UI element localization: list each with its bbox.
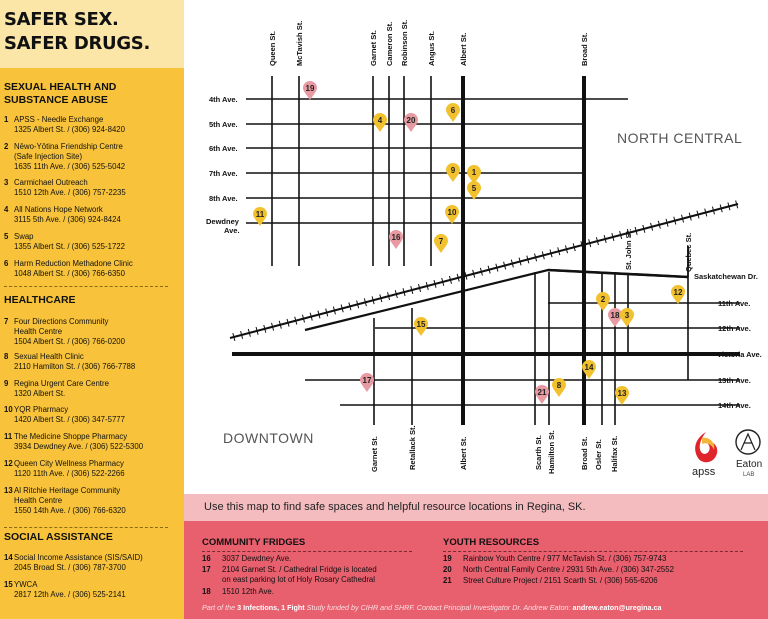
item-text — [14, 205, 180, 225]
avenue-label: 13th Ave. — [718, 376, 751, 385]
contact-email[interactable]: andrew.eaton@uregina.ca — [572, 603, 662, 612]
item-title: 3037 Dewdney Ave. — [222, 554, 292, 563]
item-text — [14, 580, 180, 600]
item-text — [14, 142, 180, 172]
item-title: Regina Urgent Care Centre — [14, 379, 109, 388]
divider — [4, 286, 168, 287]
map-pin-21[interactable] — [535, 385, 549, 404]
pin-number: 11 — [255, 210, 265, 219]
map-pin-20[interactable] — [404, 113, 418, 132]
item-number: 16 — [202, 554, 211, 563]
avenue-label: 11th Ave. — [718, 299, 751, 308]
item-title: North Central Family Centre / 2931 5th Ave. / (306) 347-2552 — [463, 565, 674, 574]
banner-text: Use this map to find safe spaces and helpful resource locations in Regina, SK. — [204, 501, 586, 513]
item-text — [14, 115, 180, 135]
study-name: 3 Infections, 1 Fight — [237, 603, 305, 612]
item-number: 21 — [443, 576, 452, 585]
section-heading-healthcare: HEALTHCARE — [4, 294, 76, 306]
resource-item — [4, 379, 182, 399]
item-text — [14, 405, 180, 425]
item-title: YQR Pharmacy — [14, 405, 69, 414]
item-number: 7 — [4, 317, 9, 326]
divider — [202, 551, 412, 552]
street-map — [184, 0, 768, 490]
pin-number: 13 — [617, 389, 627, 398]
resource-item — [4, 459, 182, 479]
item-detail: 1550 14th Ave. / (306) 766-6320 — [14, 506, 126, 515]
avenue-label: 7th Ave. — [209, 169, 238, 178]
item-text — [222, 587, 274, 597]
item-title: 2104 Garnet St. / Cathedral Fridge is located — [222, 565, 377, 574]
item-text — [14, 486, 180, 516]
item-title: Street Culture Project / 2151 Scarth St. / (306) 565-6206 — [463, 576, 658, 585]
street-label: Hamilton St. — [547, 430, 556, 474]
item-detail: 1510 12th Ave. / (306) 757-2235 — [14, 188, 126, 197]
area-label-downtown: DOWNTOWN — [223, 430, 314, 446]
map-pin-12[interactable] — [671, 285, 685, 304]
map-pin-3[interactable] — [620, 308, 634, 327]
street-label: Angus St. — [427, 31, 436, 66]
item-text — [14, 178, 180, 198]
svg-text:apss: apss — [692, 466, 716, 478]
street-label: Retallack St. — [408, 425, 417, 470]
resource-item — [4, 432, 182, 452]
map-pin-17[interactable] — [360, 373, 374, 392]
avenue-label: Victoria Ave. — [717, 350, 762, 359]
pin-number: 7 — [438, 237, 444, 246]
item-title: Al Ritchie Heritage Community — [14, 486, 121, 495]
area-label-north-central: NORTH CENTRAL — [617, 130, 743, 146]
avenue-label: 12th Ave. — [718, 324, 751, 333]
item-text — [222, 554, 291, 564]
resource-item — [4, 486, 182, 516]
resource-sidebar — [0, 0, 184, 619]
pin-number: 2 — [600, 295, 606, 304]
resource-item — [4, 205, 182, 225]
item-text — [14, 352, 180, 372]
section-heading-social: SOCIAL ASSISTANCE — [4, 531, 113, 543]
fridge-item — [202, 554, 291, 564]
item-number: 11 — [4, 432, 13, 441]
item-title: Queen City Wellness Pharmacy — [14, 459, 124, 468]
item-number: 14 — [4, 553, 13, 562]
pin-number: 14 — [584, 363, 594, 372]
heading-community-fridges: COMMUNITY FRIDGES — [202, 537, 306, 548]
item-number: 13 — [4, 486, 13, 495]
pin-number: 12 — [673, 288, 683, 297]
fridge-item — [202, 565, 377, 585]
avenue-label: 6th Ave. — [209, 144, 238, 153]
avenue-label: Saskatchewan Dr. — [694, 272, 758, 281]
footer-text: Study funded by CIHR and SHRF. Contact Principal Investigator Dr. Andrew Eaton: — [304, 603, 573, 612]
pin-number: 8 — [556, 381, 562, 390]
item-number: 19 — [443, 554, 452, 563]
item-number: 18 — [202, 587, 211, 596]
item-text — [14, 259, 180, 279]
title-block — [0, 0, 184, 68]
heading-youth-resources: YOUTH RESOURCES — [443, 537, 540, 548]
pin-number: 6 — [450, 106, 456, 115]
item-detail: 1325 Albert St. / (306) 924-8420 — [14, 125, 125, 134]
map-pin-15[interactable] — [414, 317, 428, 336]
resource-item — [4, 580, 182, 600]
streets — [232, 76, 743, 425]
item-text — [222, 565, 377, 585]
footer-credits — [202, 603, 662, 612]
pin-number: 5 — [471, 184, 477, 193]
item-text — [14, 232, 180, 252]
item-number: 17 — [202, 565, 211, 574]
item-detail: 2817 12th Ave. / (306) 525-2141 — [14, 590, 126, 599]
item-text — [463, 576, 658, 586]
map-pin-8[interactable] — [552, 378, 566, 397]
item-title: Nēwo-Yōtina Friendship Centre — [14, 142, 123, 151]
divider — [443, 551, 743, 552]
divider — [4, 527, 168, 528]
item-number: 5 — [4, 232, 9, 241]
item-number: 1 — [4, 115, 9, 124]
avenue-label: 4th Ave. — [209, 95, 238, 104]
avenue-label: 14th Ave. — [718, 401, 751, 410]
avenue-label: 5th Ave. — [209, 120, 238, 129]
item-title: The Medicine Shoppe Pharmacy — [14, 432, 128, 441]
item-detail: on east parking lot of Holy Rosary Cathedral — [222, 575, 375, 584]
resource-item — [4, 405, 182, 425]
item-title: Rainbow Youth Centre / 977 McTavish St. / (306) 757-9743 — [463, 554, 667, 563]
heading-line: SEXUAL HEALTH AND — [4, 81, 117, 93]
resource-item — [4, 115, 182, 135]
item-detail: Health Centre — [14, 496, 63, 505]
map-pin-10[interactable] — [445, 205, 459, 224]
pin-number: 21 — [537, 388, 547, 397]
street-label: St. John St. — [624, 228, 633, 270]
item-detail: 1420 Albert St. / (306) 347-5777 — [14, 415, 125, 424]
item-title: APSS - Needle Exchange — [14, 115, 104, 124]
street-labels — [206, 20, 762, 474]
item-title: Swap — [14, 232, 34, 241]
map-pin-2[interactable] — [596, 292, 610, 311]
apss-logo — [688, 428, 724, 478]
pin-number: 10 — [447, 208, 457, 217]
map-pin-4[interactable] — [373, 113, 387, 132]
pin-number: 17 — [362, 376, 372, 385]
item-detail: 3115 5th Ave. / (306) 924-8424 — [14, 215, 121, 224]
resource-item — [4, 178, 182, 198]
eaton-lab-logo — [730, 428, 766, 478]
street-label: Robinson St. — [400, 19, 409, 66]
item-title: Harm Reduction Methadone Clinic — [14, 259, 133, 268]
street-label: Albert St. — [459, 436, 468, 470]
map-pin-18[interactable] — [608, 308, 622, 327]
resource-item — [4, 259, 182, 279]
pin-number: 15 — [416, 320, 426, 329]
street-label: Osler St. — [594, 439, 603, 470]
map-pin-13[interactable] — [615, 386, 629, 405]
page-title-line2: SAFER DRUGS. — [4, 33, 151, 54]
youth-item — [443, 554, 666, 564]
street-label: Cameron St. — [385, 21, 394, 66]
item-number: 3 — [4, 178, 9, 187]
item-text — [14, 432, 180, 452]
pin-number: 16 — [391, 233, 401, 242]
item-title: Social Income Assistance (SIS/SAID) — [14, 553, 143, 562]
item-number: 2 — [4, 142, 9, 151]
item-number: 4 — [4, 205, 9, 214]
pin-number: 1 — [471, 168, 477, 177]
item-text — [463, 554, 666, 564]
item-text — [14, 317, 180, 347]
item-title: 1510 12th Ave. — [222, 587, 274, 596]
street-label: Queen St. — [268, 30, 277, 66]
bottom-resources — [184, 521, 768, 619]
pin-number: 9 — [450, 166, 456, 175]
pin-number: 4 — [377, 116, 383, 125]
page-title-line1: SAFER SEX. — [4, 9, 119, 30]
street-label: Albert St. — [459, 32, 468, 66]
map-pin-6[interactable] — [446, 103, 460, 122]
avenue-label: Dewdney — [206, 217, 239, 226]
pin-number: 19 — [305, 84, 315, 93]
railway — [230, 200, 738, 340]
fridge-item — [202, 587, 274, 597]
resource-item — [4, 317, 182, 347]
street-label: Quebec St. — [684, 232, 693, 272]
item-detail: 3934 Dewdney Ave. / (306) 522-5300 — [14, 442, 144, 451]
youth-item — [443, 576, 658, 586]
map-pin-9[interactable] — [446, 163, 460, 182]
street-label: McTavish St. — [295, 20, 304, 66]
map-pin-7[interactable] — [434, 234, 448, 253]
resource-item — [4, 232, 182, 252]
street-label: Halifax St. — [610, 435, 619, 472]
item-detail: 1120 11th Ave. / (306) 522-2266 — [14, 469, 125, 478]
item-detail: 2110 Hamilton St. / (306) 766-7788 — [14, 362, 136, 371]
pin-number: 20 — [406, 116, 416, 125]
footer-text: Part of the — [202, 603, 238, 612]
pin-number: 3 — [624, 311, 630, 320]
item-detail: (Safe Injection Site) — [14, 152, 83, 161]
map-pin-5[interactable] — [467, 181, 481, 200]
item-title: Carmichael Outreach — [14, 178, 88, 187]
map-pin-19[interactable] — [303, 81, 317, 100]
item-number: 6 — [4, 259, 9, 268]
pin-number: 18 — [610, 311, 620, 320]
item-text — [14, 553, 180, 573]
item-number: 10 — [4, 405, 13, 414]
street-label: Garnet St. — [370, 436, 379, 472]
item-detail: 2045 Broad St. / (306) 787-3700 — [14, 563, 126, 572]
resource-item — [4, 553, 182, 573]
youth-item — [443, 565, 674, 575]
item-title: Four Directions Community — [14, 317, 109, 326]
item-number: 20 — [443, 565, 452, 574]
heading-line: SUBSTANCE ABUSE — [4, 94, 108, 106]
item-detail: 1635 11th Ave. / (306) 525-5042 — [14, 162, 126, 171]
svg-text:Eaton: Eaton — [736, 459, 763, 470]
item-text — [14, 459, 180, 479]
item-title: YWCA — [14, 580, 38, 589]
street-label: Scarth St. — [534, 434, 543, 470]
item-title: All Nations Hope Network — [14, 205, 103, 214]
svg-text:LAB: LAB — [743, 472, 755, 478]
resource-item — [4, 142, 182, 172]
avenue-label: Ave. — [224, 226, 240, 235]
street-label: Broad St. — [580, 436, 589, 470]
item-number: 8 — [4, 352, 9, 361]
item-text — [463, 565, 674, 575]
item-detail: 1504 Albert St. / (306) 766-0200 — [14, 337, 125, 346]
street-label: Broad St. — [580, 32, 589, 66]
item-number: 12 — [4, 459, 13, 468]
resource-item — [4, 352, 182, 372]
info-banner — [184, 494, 768, 521]
avenue-label: 8th Ave. — [209, 194, 238, 203]
item-detail: Health Centre — [14, 327, 63, 336]
street-label: Garnet St. — [369, 30, 378, 66]
item-detail: 1320 Albert St. — [14, 389, 66, 398]
item-number: 9 — [4, 379, 9, 388]
item-title: Sexual Health Clinic — [14, 352, 84, 361]
item-number: 15 — [4, 580, 13, 589]
item-detail: 1048 Albert St. / (306) 766-6350 — [14, 269, 125, 278]
item-detail: 1355 Albert St. / (306) 525-1722 — [14, 242, 125, 251]
item-text — [14, 379, 180, 399]
section-heading-sexual-health — [4, 81, 174, 107]
map-pin-16[interactable] — [389, 230, 403, 249]
